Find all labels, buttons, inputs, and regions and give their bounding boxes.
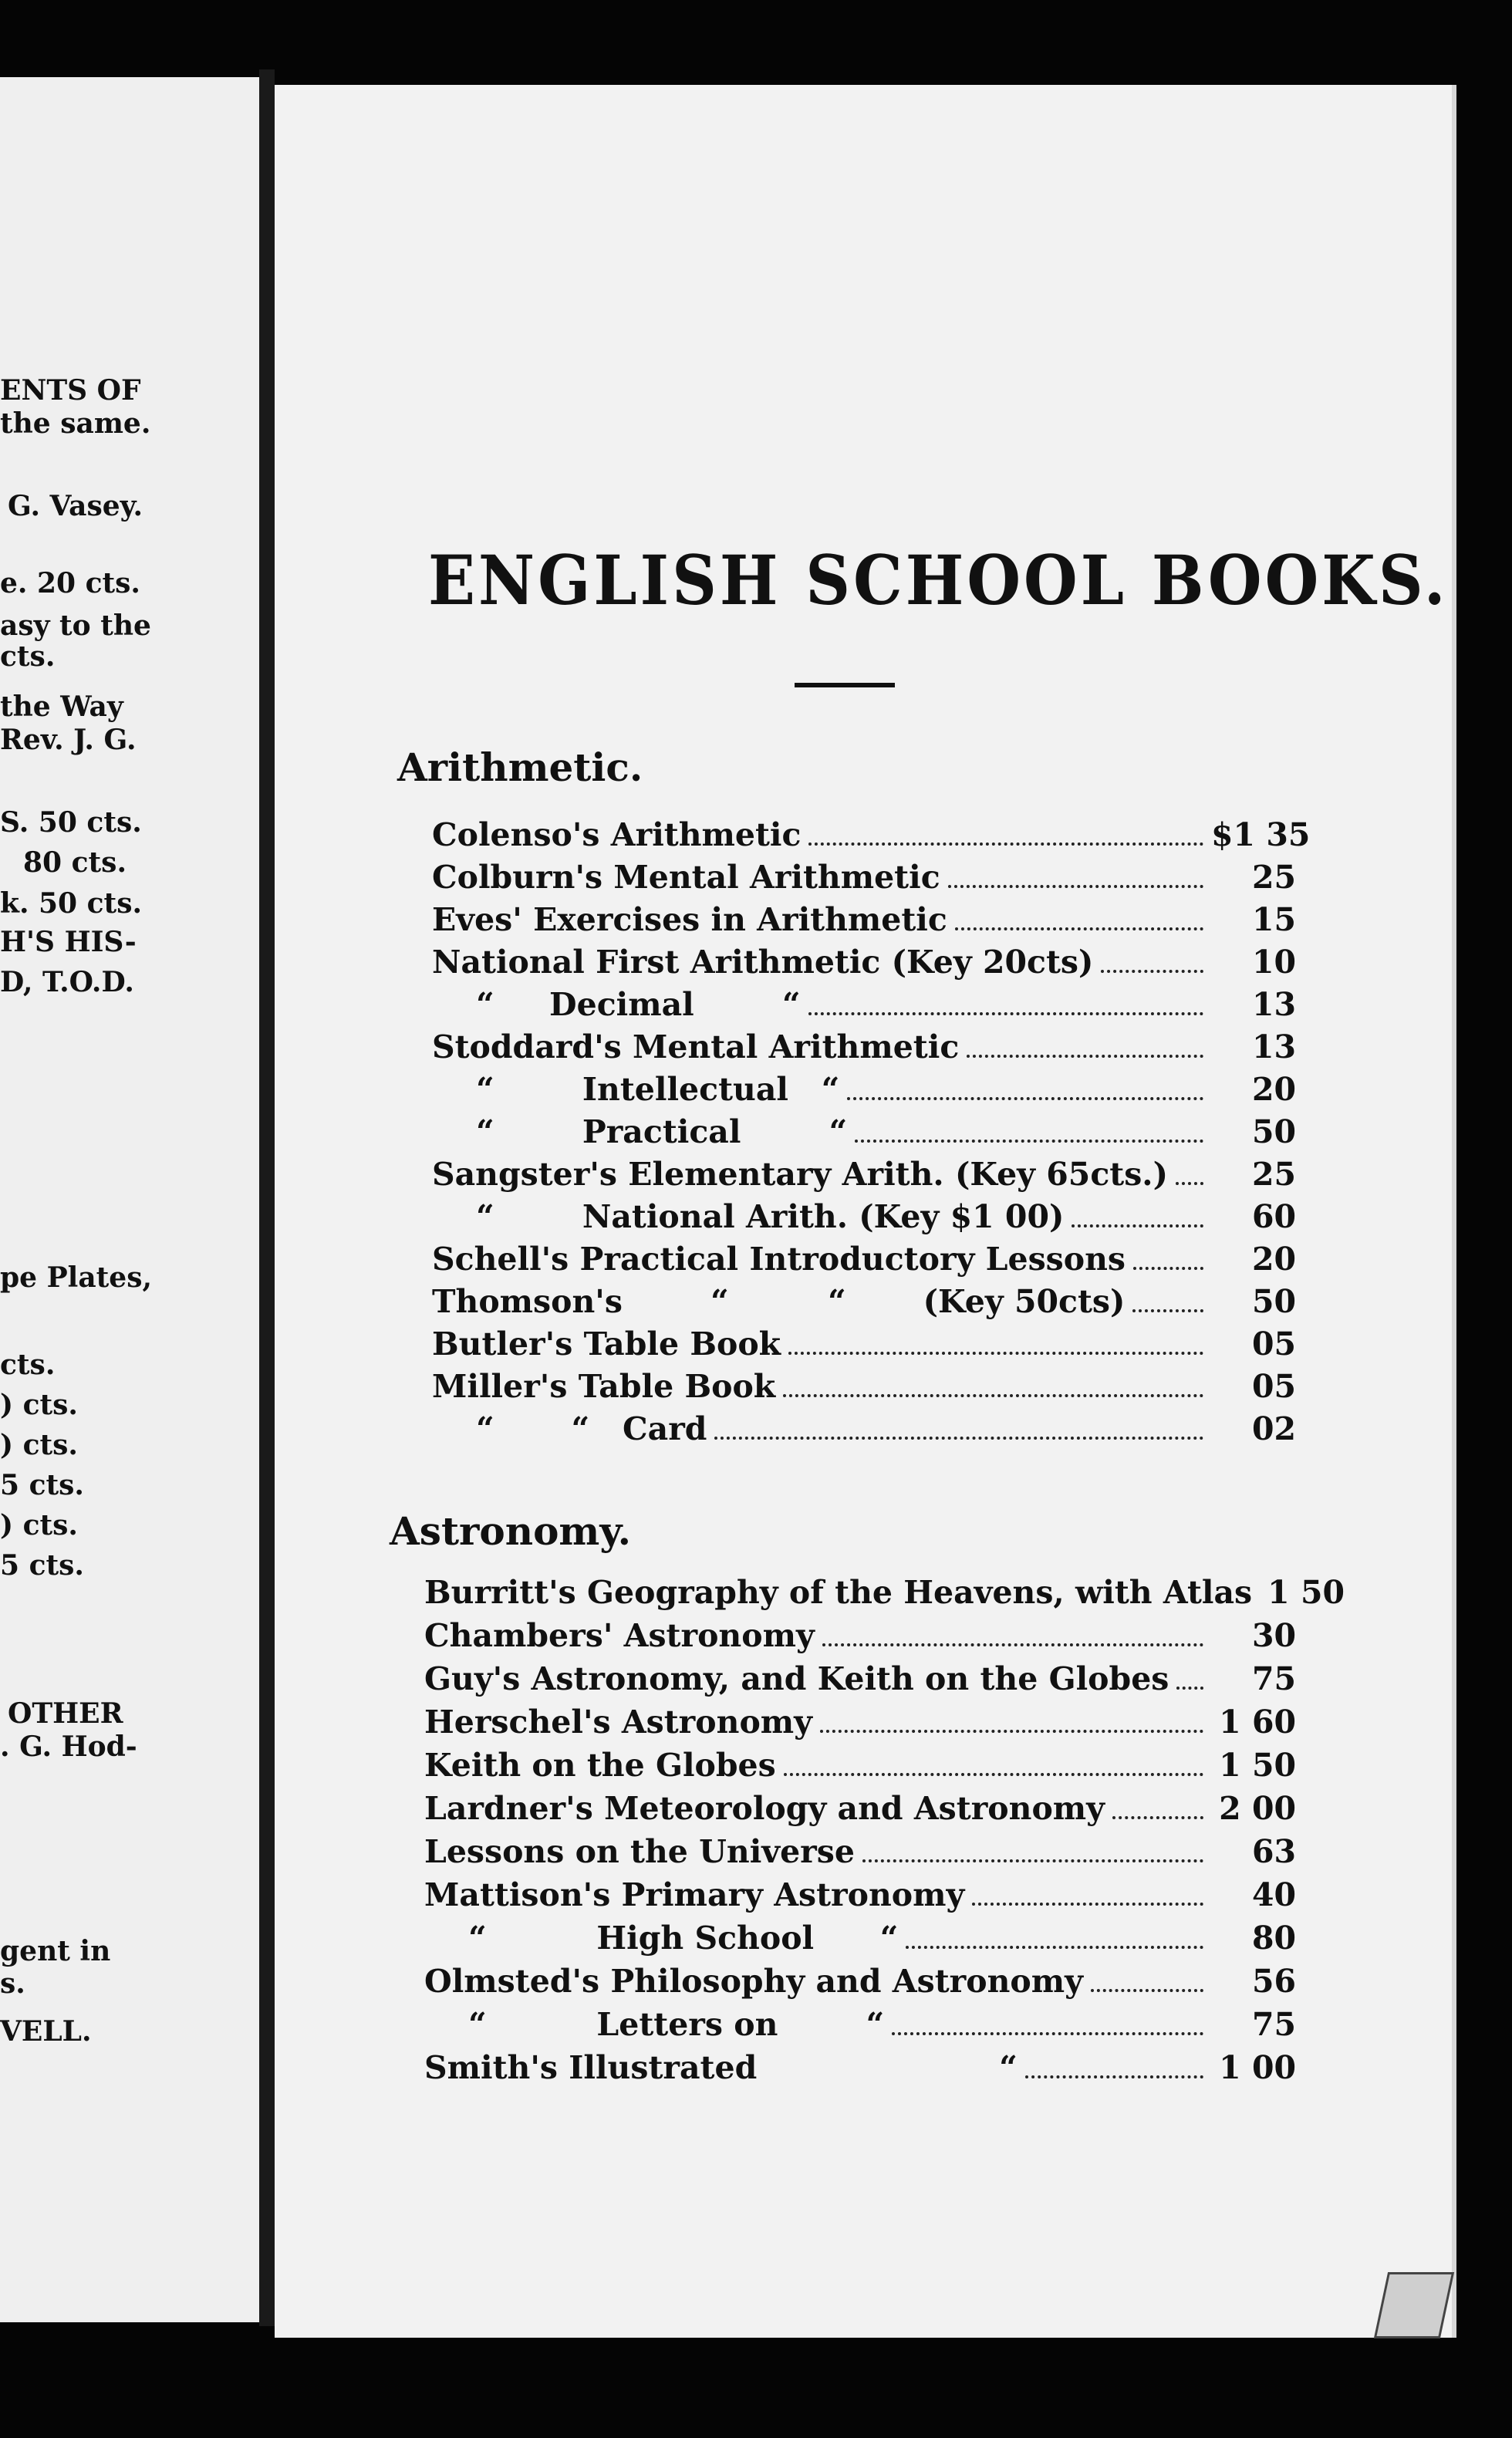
left-fragment: VELL. — [0, 2015, 92, 2048]
item-price: 13 — [1251, 1028, 1296, 1065]
item-price: 20 — [1251, 1241, 1296, 1278]
section-heading-astronomy: Astronomy. — [390, 1508, 632, 1554]
leader-dots — [783, 1373, 1203, 1397]
list-item — [432, 816, 1311, 858]
list-item — [424, 1617, 1296, 1659]
item-price: 56 — [1251, 1963, 1296, 2000]
list-item — [424, 1704, 1296, 1745]
list-item — [424, 1963, 1296, 2004]
list-item — [432, 1071, 1296, 1113]
left-fragment: ) cts. — [0, 1429, 78, 1461]
item-title: Olmsted's Philosophy and Astronomy — [424, 1963, 1083, 2000]
left-fragment: ) cts. — [0, 1389, 78, 1421]
leader-dots — [820, 1708, 1203, 1733]
item-price: 25 — [1251, 1156, 1296, 1193]
page-title: ENGLISH SCHOOL BOOKS. — [428, 540, 1449, 620]
item-price: 20 — [1251, 1071, 1296, 1108]
left-fragment: S. 50 cts. — [0, 806, 142, 839]
page-corner-fold — [1374, 2272, 1454, 2338]
list-item — [424, 1833, 1296, 1875]
leader-dots — [972, 1881, 1203, 1906]
leader-dots — [948, 863, 1203, 888]
item-price: 75 — [1251, 2006, 1296, 2043]
item-title: Keith on the Globes — [424, 1747, 776, 1784]
list-item — [424, 1876, 1296, 1918]
leader-dots — [822, 1622, 1203, 1646]
left-fragment: gent in — [0, 1935, 111, 1967]
item-title: Herschel's Astronomy — [424, 1704, 812, 1741]
item-price: 30 — [1251, 1617, 1296, 1654]
item-title: Lessons on the Universe — [424, 1833, 855, 1870]
left-fragment: . G. Hod- — [0, 1731, 137, 1763]
item-price: 50 — [1251, 1113, 1296, 1150]
item-title: Smith's Illustrated “ — [424, 2049, 1018, 2086]
leader-dots — [1132, 1288, 1203, 1312]
item-price: 60 — [1251, 1198, 1296, 1235]
item-title: Colenso's Arithmetic — [432, 816, 802, 853]
left-fragment: ) cts. — [0, 1509, 78, 1541]
item-price: 1 50 — [1267, 1574, 1345, 1611]
item-price: 05 — [1251, 1368, 1296, 1405]
list-item — [432, 1028, 1296, 1070]
list-item — [432, 1156, 1296, 1197]
item-title: Eves' Exercises in Arithmetic — [432, 901, 947, 938]
left-fragment: asy to the — [0, 610, 151, 642]
leader-dots — [788, 1330, 1203, 1355]
leader-dots — [967, 1033, 1203, 1058]
item-price: 1 00 — [1219, 2049, 1296, 2086]
item-title: Chambers' Astronomy — [424, 1617, 815, 1654]
item-title: Miller's Table Book — [432, 1368, 776, 1405]
item-price: 75 — [1251, 1660, 1296, 1697]
leader-dots — [906, 1924, 1203, 1949]
list-item — [424, 2049, 1296, 2091]
leader-dots — [1176, 1160, 1203, 1185]
left-fragment: 5 cts. — [0, 1469, 84, 1501]
list-item — [432, 1368, 1296, 1410]
list-item — [424, 1920, 1296, 1961]
item-title: Colburn's Mental Arithmetic — [432, 859, 940, 896]
list-item — [432, 1283, 1296, 1325]
item-price: 40 — [1251, 1876, 1296, 1913]
leader-dots — [892, 2011, 1203, 2035]
item-price: 15 — [1251, 901, 1296, 938]
left-fragment: cts. — [0, 640, 56, 673]
left-fragment: the same. — [0, 407, 151, 440]
book-gutter — [259, 69, 275, 2326]
item-title: Schell's Practical Introductory Lessons — [432, 1241, 1126, 1278]
list-item — [424, 2006, 1296, 2048]
left-fragment: 5 cts. — [0, 1549, 84, 1582]
item-title: “ Letters on “ — [424, 2006, 885, 2043]
list-item — [432, 859, 1296, 900]
left-fragment: cts. — [0, 1349, 56, 1381]
item-price: 13 — [1251, 986, 1296, 1023]
list-item — [432, 901, 1296, 943]
list-item — [432, 986, 1296, 1028]
leader-dots — [1112, 1795, 1203, 1819]
left-fragment: k. 50 cts. — [0, 887, 142, 920]
leader-dots — [855, 1118, 1203, 1143]
left-fragment: OTHER — [8, 1697, 123, 1730]
item-title: “ “ Card — [432, 1410, 707, 1447]
leader-dots — [847, 1075, 1203, 1100]
leader-dots — [1072, 1203, 1203, 1227]
leader-dots — [714, 1415, 1203, 1440]
list-item — [424, 1790, 1296, 1832]
item-title: Mattison's Primary Astronomy — [424, 1876, 965, 1913]
list-item — [432, 1241, 1296, 1282]
leader-dots — [1091, 1967, 1203, 1992]
list-item — [432, 1113, 1296, 1155]
list-item — [424, 1660, 1296, 1702]
item-title: Butler's Table Book — [432, 1325, 781, 1363]
left-fragment: s. — [0, 1967, 25, 2000]
item-price: 25 — [1251, 859, 1296, 896]
item-title: Sangster's Elementary Arith. (Key 65cts.) — [432, 1156, 1168, 1193]
item-title: Lardner's Meteorology and Astronomy — [424, 1790, 1105, 1827]
item-price: 1 50 — [1219, 1747, 1296, 1784]
left-fragment: pe Plates, — [0, 1261, 153, 1294]
left-fragment: 80 cts. — [23, 846, 127, 879]
item-title: Guy's Astronomy, and Keith on the Globes — [424, 1660, 1169, 1697]
item-price: 02 — [1251, 1410, 1296, 1447]
section-heading-arithmetic: Arithmetic. — [397, 745, 643, 790]
item-title: Stoddard's Mental Arithmetic — [432, 1028, 960, 1065]
leader-dots — [808, 821, 1203, 846]
list-item — [432, 1325, 1296, 1367]
leader-dots — [955, 906, 1203, 930]
left-fragment: Rev. J. G. — [0, 724, 137, 756]
item-price: 10 — [1251, 944, 1296, 981]
item-title: Thomson's “ “ (Key 50cts) — [432, 1283, 1126, 1320]
item-price: 80 — [1251, 1920, 1296, 1957]
item-title: “ Practical “ — [432, 1113, 848, 1150]
leader-dots — [1101, 948, 1203, 973]
item-price: 63 — [1251, 1833, 1296, 1870]
list-item — [424, 1747, 1296, 1788]
item-title: Burritt's Geography of the Heavens, with Atlas — [424, 1574, 1253, 1611]
item-title: National First Arithmetic (Key 20cts) — [432, 944, 1094, 981]
list-item — [432, 944, 1296, 985]
list-item — [432, 1410, 1296, 1452]
left-fragment: G. Vasey. — [8, 490, 143, 522]
title-rule — [795, 683, 895, 687]
item-title: “ High School “ — [424, 1920, 899, 1957]
item-title: “ Decimal “ — [432, 986, 801, 1023]
item-price: 05 — [1251, 1325, 1296, 1363]
left-fragment: H'S HIS- — [0, 926, 137, 958]
leader-dots — [1025, 2054, 1203, 2078]
left-fragment: ENTS OF — [0, 374, 141, 407]
item-title: “ National Arith. (Key $1 00) — [432, 1198, 1065, 1235]
list-item — [432, 1198, 1296, 1240]
list-item — [424, 1574, 1345, 1616]
item-title: “ Intellectual “ — [432, 1071, 840, 1108]
leader-dots — [1176, 1665, 1203, 1690]
left-fragment: e. 20 cts. — [0, 567, 140, 599]
item-price: 2 00 — [1219, 1790, 1296, 1827]
leader-dots — [1133, 1245, 1203, 1270]
leader-dots — [808, 991, 1203, 1015]
left-page — [0, 77, 259, 2322]
leader-dots — [862, 1838, 1203, 1862]
leader-dots — [784, 1751, 1203, 1776]
left-fragment: D, T.O.D. — [0, 966, 134, 998]
item-price: 1 60 — [1219, 1704, 1296, 1741]
item-price: 50 — [1251, 1283, 1296, 1320]
left-fragment: the Way — [0, 691, 123, 723]
item-price: $1 35 — [1211, 816, 1311, 853]
